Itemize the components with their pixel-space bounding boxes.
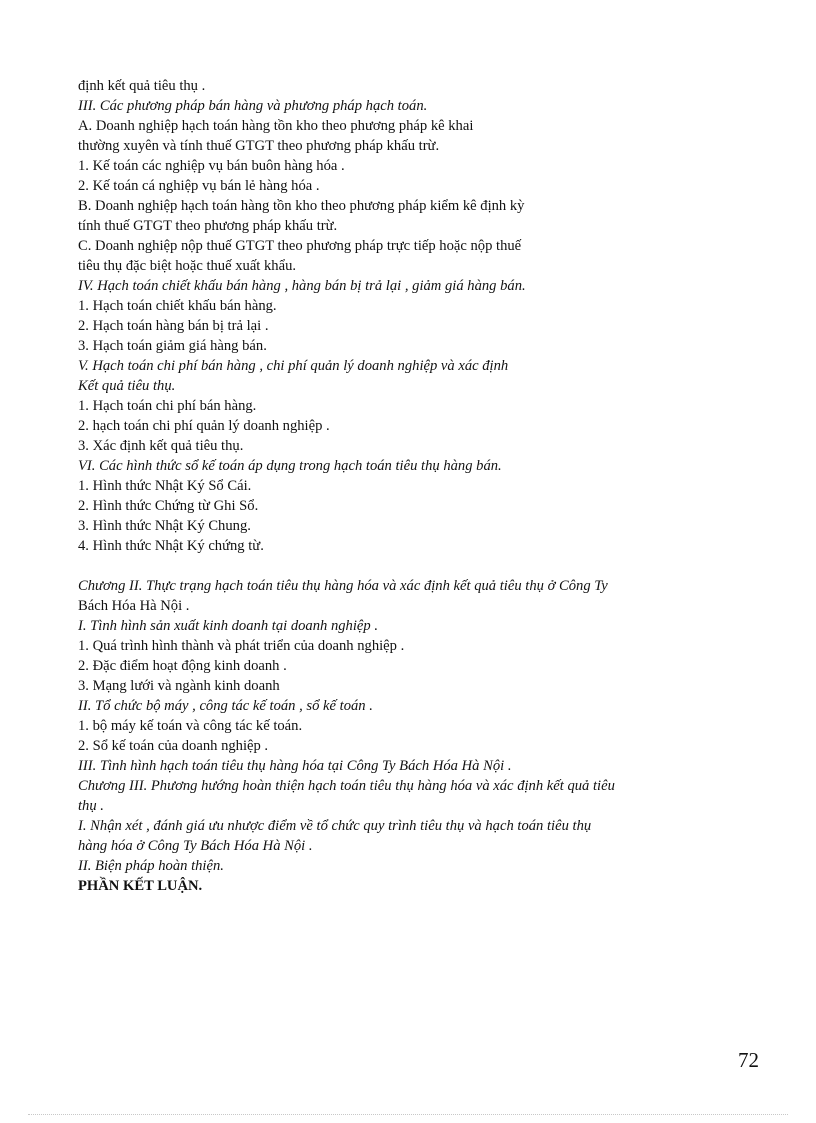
text-line: 1. Hình thức Nhật Ký Sổ Cái. [78,478,252,494]
text-line: thụ . [78,798,104,814]
text-line: I. Nhận xét , đánh giá ưu nhược điểm về tổ chức quy trình tiêu thụ và hạch toán tiêu thụ [78,818,592,834]
text-line: Chương III. Phương hướng hoàn thiện hạch toán tiêu thụ hàng hóa và xác định kết quả tiêu [78,778,615,794]
text-line: VI. Các hình thức sổ kế toán áp dụng trong hạch toán tiêu thụ hàng bán. [78,458,502,474]
text-line: hàng hóa ở Công Ty Bách Hóa Hà Nội . [78,838,313,854]
text-line: 1. Hạch toán chiết khấu bán hàng. [78,298,277,314]
text-line: B. Doanh nghiệp hạch toán hàng tồn kho theo phương pháp kiểm kê định kỳ [78,198,525,214]
text-line: I. Tình hình sản xuất kinh doanh tại doanh nghiệp . [78,618,378,634]
text-line: 2. Sổ kế toán của doanh nghiệp . [78,738,269,754]
text-line: 1. Kế toán các nghiệp vụ bán buôn hàng hóa . [78,158,345,174]
text-line: PHẦN KẾT LUẬN. [78,878,203,894]
text-line: thường xuyên và tính thuế GTGT theo phương pháp khấu trừ. [78,138,440,154]
text-line: 2. Hạch toán hàng bán bị trả lại . [78,318,269,334]
text-line: III. Tình hình hạch toán tiêu thụ hàng hóa tại Công Ty Bách Hóa Hà Nội . [78,758,512,774]
text-line: 3. Hạch toán giảm giá hàng bán. [78,338,267,354]
text-line: 1. bộ máy kế toán và công tác kế toán. [78,718,303,734]
page-number: 72 [738,1048,759,1072]
text-line: 2. Kế toán cá nghiệp vụ bán lẻ hàng hóa . [78,178,320,194]
text-line: tính thuế GTGT theo phương pháp khấu trừ. [78,218,338,234]
text-line: 2. Hình thức Chứng từ Ghi Sổ. [78,498,259,514]
text-line: II. Tổ chức bộ máy , công tác kế toán , sổ kế toán . [78,698,373,714]
text-line: 4. Hình thức Nhật Ký chứng từ. [78,538,264,554]
text-line: 3. Hình thức Nhật Ký Chung. [78,518,251,534]
text-line: III. Các phương pháp bán hàng và phương pháp hạch toán. [78,98,428,114]
text-line: II. Biện pháp hoàn thiện. [78,858,224,874]
text-line: 3. Xác định kết quả tiêu thụ. [78,438,244,454]
text-line: A. Doanh nghiệp hạch toán hàng tồn kho theo phương pháp kê khai [78,118,474,134]
text-line: 2. hạch toán chi phí quản lý doanh nghiệp . [78,418,330,434]
text-line: 3. Mạng lưới và ngành kinh doanh [78,678,280,694]
text-line: IV. Hạch toán chiết khấu bán hàng , hàng bán bị trả lại , giảm giá hàng bán. [78,278,526,294]
page-bottom-divider [28,1114,788,1115]
text-line: C. Doanh nghiệp nộp thuế GTGT theo phương pháp trực tiếp hoặc nộp thuế [78,238,522,254]
text-line: 1. Hạch toán chi phí bán hàng. [78,398,257,414]
text-line: V. Hạch toán chi phí bán hàng , chi phí quản lý doanh nghiệp và xác định [78,358,509,374]
text-line: Kết quả tiêu thụ. [78,378,176,394]
text-line: 1. Quá trình hình thành và phát triển của doanh nghiệp . [78,638,405,654]
text-line: Bách Hóa Hà Nội . [78,598,190,614]
text-line: tiêu thụ đặc biệt hoặc thuế xuất khẩu. [78,258,297,274]
text-line: 2. Đặc điểm hoạt động kinh doanh . [78,658,287,674]
text-line: định kết quả tiêu thụ . [78,78,206,94]
text-line: Chương II. Thực trạng hạch toán tiêu thụ hàng hóa và xác định kết quả tiêu thụ ở Công Ty [78,578,608,594]
